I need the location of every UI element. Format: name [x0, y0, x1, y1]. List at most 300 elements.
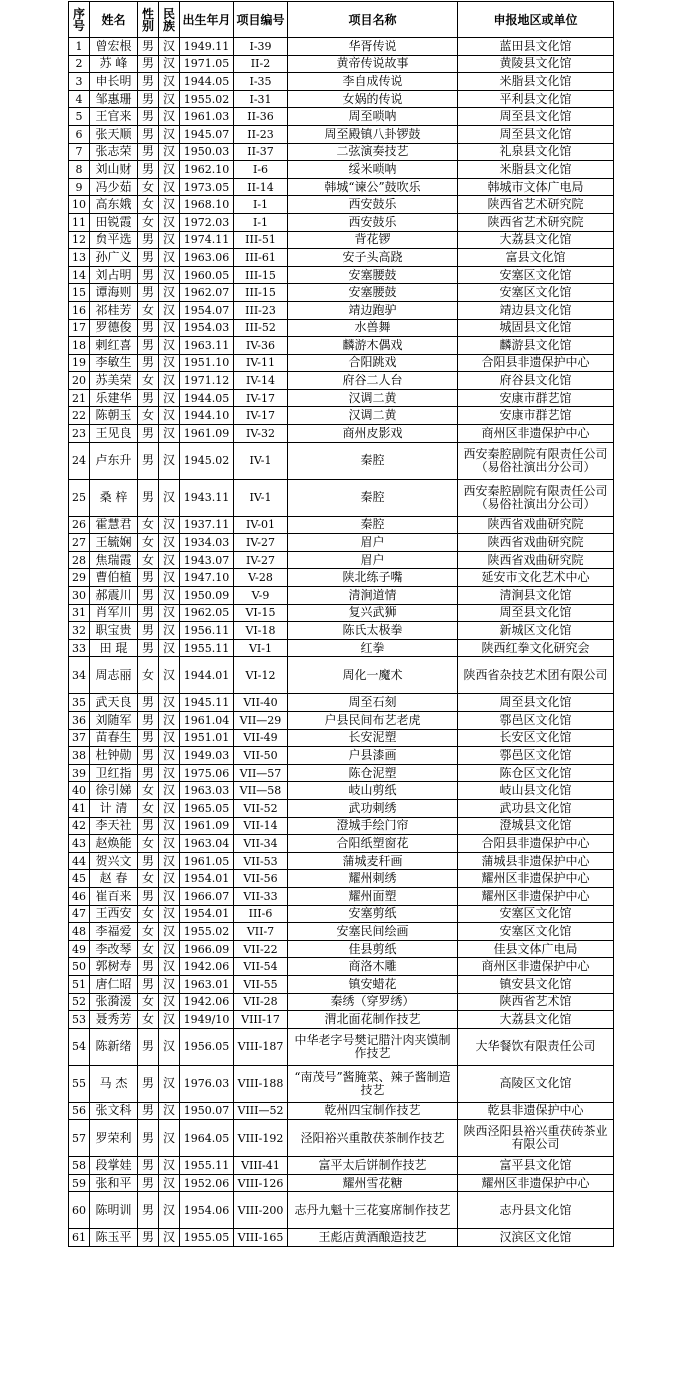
cell-applicant-unit: 周至县文化馆 [458, 108, 614, 126]
cell-gender: 女 [138, 372, 159, 390]
cell-ethnicity: 汉 [159, 993, 180, 1011]
cell-index: 2 [69, 55, 90, 73]
cell-index: 6 [69, 125, 90, 143]
table-row [69, 622, 614, 640]
cell-project-name: 富平太后饼制作技艺 [288, 1157, 458, 1175]
cell-ethnicity: 汉 [159, 108, 180, 126]
cell-gender: 女 [138, 657, 159, 694]
cell-project-name: 安塞民间绘画 [288, 923, 458, 941]
cell-applicant-unit: 安塞区文化馆 [458, 266, 614, 284]
cell-project-name: 泾阳裕兴重散茯茶制作技艺 [288, 1120, 458, 1157]
table-row [69, 442, 614, 479]
cell-name: 王西安 [90, 905, 138, 923]
cell-gender: 男 [138, 1028, 159, 1065]
cell-gender: 男 [138, 622, 159, 640]
table-row [69, 782, 614, 800]
table-row [69, 852, 614, 870]
cell-birth-date: 1962.10 [180, 161, 234, 179]
cell-project-name: 红拳 [288, 639, 458, 657]
cell-project-name: 秦腔 [288, 442, 458, 479]
cell-project-code: IV-1 [234, 479, 288, 516]
cell-gender: 男 [138, 569, 159, 587]
cell-gender: 男 [138, 587, 159, 605]
cell-birth-date: 1949.03 [180, 747, 234, 765]
cell-name: 卢东升 [90, 442, 138, 479]
cell-gender: 男 [138, 712, 159, 730]
cell-project-code: VII-14 [234, 817, 288, 835]
cell-project-name: 乾州四宝制作技艺 [288, 1102, 458, 1120]
cell-birth-date: 1951.01 [180, 729, 234, 747]
cell-ethnicity: 汉 [159, 1174, 180, 1192]
cell-gender: 女 [138, 551, 159, 569]
cell-name: 田 琨 [90, 639, 138, 657]
table-row [69, 38, 614, 56]
cell-birth-date: 1974.11 [180, 231, 234, 249]
cell-project-name: 府谷二人台 [288, 372, 458, 390]
cell-applicant-unit: 安塞区文化馆 [458, 284, 614, 302]
cell-project-name: 绥米唢呐 [288, 161, 458, 179]
cell-project-code: III-23 [234, 301, 288, 319]
cell-ethnicity: 汉 [159, 1011, 180, 1029]
cell-birth-date: 1975.06 [180, 764, 234, 782]
cell-applicant-unit: 合阳县非遗保护中心 [458, 354, 614, 372]
cell-project-code: III-51 [234, 231, 288, 249]
cell-gender: 男 [138, 143, 159, 161]
cell-project-code: IV-14 [234, 372, 288, 390]
cell-project-code: VIII-188 [234, 1065, 288, 1102]
cell-index: 57 [69, 1120, 90, 1157]
cell-project-name: 安塞腰鼓 [288, 266, 458, 284]
cell-index: 37 [69, 729, 90, 747]
cell-gender: 女 [138, 870, 159, 888]
cell-applicant-unit: 陕西省戏曲研究院 [458, 534, 614, 552]
cell-gender: 男 [138, 817, 159, 835]
cell-ethnicity: 汉 [159, 1028, 180, 1065]
cell-gender: 男 [138, 73, 159, 91]
cell-ethnicity: 汉 [159, 694, 180, 712]
cell-applicant-unit: 陕西红拳文化研究会 [458, 639, 614, 657]
cell-ethnicity: 汉 [159, 337, 180, 355]
cell-project-code: I-6 [234, 161, 288, 179]
cell-project-name: 黄帝传说故事 [288, 55, 458, 73]
cell-project-code: VIII-17 [234, 1011, 288, 1029]
cell-index: 22 [69, 407, 90, 425]
cell-project-code: IV-27 [234, 551, 288, 569]
cell-project-name: 华胥传说 [288, 38, 458, 56]
cell-index: 23 [69, 425, 90, 443]
cell-index: 4 [69, 90, 90, 108]
cell-applicant-unit: 耀州区非遗保护中心 [458, 887, 614, 905]
cell-gender: 男 [138, 337, 159, 355]
cell-index: 3 [69, 73, 90, 91]
cell-index: 32 [69, 622, 90, 640]
cell-index: 50 [69, 958, 90, 976]
cell-ethnicity: 汉 [159, 249, 180, 267]
cell-project-name: 武功刺绣 [288, 799, 458, 817]
cell-gender: 男 [138, 55, 159, 73]
cell-applicant-unit: 陕西省艺术馆 [458, 993, 614, 1011]
cell-gender: 男 [138, 231, 159, 249]
cell-project-name: 周至唢呐 [288, 108, 458, 126]
table-row [69, 319, 614, 337]
cell-index: 54 [69, 1028, 90, 1065]
cell-applicant-unit: 大荔县文化馆 [458, 231, 614, 249]
cell-project-name: 耀州雪花糖 [288, 1174, 458, 1192]
table-row [69, 993, 614, 1011]
cell-name: 冯少茹 [90, 178, 138, 196]
cell-birth-date: 1955.02 [180, 923, 234, 941]
cell-project-code: VII-34 [234, 835, 288, 853]
cell-birth-date: 1971.05 [180, 55, 234, 73]
cell-index: 11 [69, 213, 90, 231]
cell-applicant-unit: 陕西省戏曲研究院 [458, 516, 614, 534]
cell-project-code: I-31 [234, 90, 288, 108]
table-row [69, 1011, 614, 1029]
table-row [69, 835, 614, 853]
cell-birth-date: 1964.05 [180, 1120, 234, 1157]
cell-project-name: 渭北面花制作技艺 [288, 1011, 458, 1029]
cell-applicant-unit: 清涧县文化馆 [458, 587, 614, 605]
cell-project-name: 李自成传说 [288, 73, 458, 91]
cell-name: 赵 春 [90, 870, 138, 888]
cell-index: 8 [69, 161, 90, 179]
cell-index: 40 [69, 782, 90, 800]
cell-project-code: II-14 [234, 178, 288, 196]
cell-index: 42 [69, 817, 90, 835]
cell-ethnicity: 汉 [159, 372, 180, 390]
table-row [69, 407, 614, 425]
cell-birth-date: 1945.11 [180, 694, 234, 712]
cell-birth-date: 1943.11 [180, 479, 234, 516]
cell-applicant-unit: 大华餐饮有限责任公司 [458, 1028, 614, 1065]
cell-gender: 女 [138, 799, 159, 817]
cell-ethnicity: 汉 [159, 569, 180, 587]
heritage-inheritors-table-document [68, 1, 614, 1247]
cell-applicant-unit: 富县文化馆 [458, 249, 614, 267]
cell-name: 郝震川 [90, 587, 138, 605]
cell-project-name: 耀州面塑 [288, 887, 458, 905]
table-row [69, 516, 614, 534]
cell-project-code: VII-56 [234, 870, 288, 888]
cell-ethnicity: 汉 [159, 266, 180, 284]
table-row [69, 799, 614, 817]
cell-ethnicity: 汉 [159, 799, 180, 817]
cell-gender: 男 [138, 1157, 159, 1175]
cell-birth-date: 1944.10 [180, 407, 234, 425]
cell-project-name: 背花锣 [288, 231, 458, 249]
cell-index: 45 [69, 870, 90, 888]
cell-project-name: 二弦演奏技艺 [288, 143, 458, 161]
cell-ethnicity: 汉 [159, 604, 180, 622]
cell-gender: 男 [138, 354, 159, 372]
cell-birth-date: 1972.03 [180, 213, 234, 231]
cell-name: 武天良 [90, 694, 138, 712]
cell-gender: 男 [138, 1102, 159, 1120]
cell-birth-date: 1961.09 [180, 425, 234, 443]
cell-project-code: I-1 [234, 213, 288, 231]
cell-ethnicity: 汉 [159, 712, 180, 730]
cell-project-name: 周化一魔术 [288, 657, 458, 694]
cell-birth-date: 1963.06 [180, 249, 234, 267]
cell-birth-date: 1950.09 [180, 587, 234, 605]
table-row [69, 975, 614, 993]
cell-project-name: 眉户 [288, 534, 458, 552]
cell-ethnicity: 汉 [159, 905, 180, 923]
cell-ethnicity: 汉 [159, 143, 180, 161]
cell-birth-date: 1951.10 [180, 354, 234, 372]
cell-applicant-unit: 米脂县文化馆 [458, 73, 614, 91]
table-row [69, 178, 614, 196]
table-row [69, 569, 614, 587]
table-row [69, 817, 614, 835]
cell-index: 60 [69, 1192, 90, 1229]
cell-birth-date: 1945.07 [180, 125, 234, 143]
cell-name: 王官来 [90, 108, 138, 126]
cell-index: 33 [69, 639, 90, 657]
cell-gender: 男 [138, 479, 159, 516]
table-row [69, 354, 614, 372]
cell-project-name: 汉调二黄 [288, 389, 458, 407]
cell-gender: 男 [138, 266, 159, 284]
cell-ethnicity: 汉 [159, 389, 180, 407]
cell-name: 苏 峰 [90, 55, 138, 73]
cell-index: 49 [69, 940, 90, 958]
cell-project-name: 水兽舞 [288, 319, 458, 337]
cell-project-code: IV-11 [234, 354, 288, 372]
cell-birth-date: 1945.02 [180, 442, 234, 479]
cell-name: 张天顺 [90, 125, 138, 143]
cell-project-name: 陈仓泥塑 [288, 764, 458, 782]
cell-project-code: VII—58 [234, 782, 288, 800]
cell-gender: 女 [138, 516, 159, 534]
cell-project-name: 眉户 [288, 551, 458, 569]
cell-name: 李福爱 [90, 923, 138, 941]
cell-birth-date: 1954.01 [180, 870, 234, 888]
cell-name: 张漪湲 [90, 993, 138, 1011]
cell-project-name: 户县漆画 [288, 747, 458, 765]
cell-gender: 男 [138, 442, 159, 479]
cell-applicant-unit: 岐山县文化馆 [458, 782, 614, 800]
cell-project-name: 安塞剪纸 [288, 905, 458, 923]
table-row [69, 657, 614, 694]
cell-applicant-unit: 新城区文化馆 [458, 622, 614, 640]
cell-name: 陈新绪 [90, 1028, 138, 1065]
cell-applicant-unit: 蒲城县非遗保护中心 [458, 852, 614, 870]
cell-project-name: “南茂号”酱腌菜、辣子酱制造技艺 [288, 1065, 458, 1102]
cell-project-code: III-52 [234, 319, 288, 337]
table-row [69, 747, 614, 765]
cell-project-code: VII—57 [234, 764, 288, 782]
cell-name: 邹惠珊 [90, 90, 138, 108]
cell-birth-date: 1955.11 [180, 639, 234, 657]
cell-gender: 女 [138, 301, 159, 319]
table-row [69, 604, 614, 622]
cell-index: 48 [69, 923, 90, 941]
cell-gender: 男 [138, 975, 159, 993]
table-row [69, 1157, 614, 1175]
cell-birth-date: 1966.07 [180, 887, 234, 905]
cell-birth-date: 1944.01 [180, 657, 234, 694]
table-row [69, 425, 614, 443]
table-row [69, 870, 614, 888]
cell-name: 徐引娣 [90, 782, 138, 800]
cell-index: 29 [69, 569, 90, 587]
inheritors-table [68, 1, 614, 1247]
cell-index: 38 [69, 747, 90, 765]
cell-ethnicity: 汉 [159, 55, 180, 73]
cell-name: 剌红喜 [90, 337, 138, 355]
cell-project-code: VIII-126 [234, 1174, 288, 1192]
cell-name: 计 清 [90, 799, 138, 817]
cell-applicant-unit: 鄠邑区文化馆 [458, 747, 614, 765]
cell-ethnicity: 汉 [159, 940, 180, 958]
cell-name: 李改琴 [90, 940, 138, 958]
cell-name: 刘随军 [90, 712, 138, 730]
cell-birth-date: 1968.10 [180, 196, 234, 214]
cell-project-code: VIII-187 [234, 1028, 288, 1065]
cell-gender: 女 [138, 993, 159, 1011]
cell-project-code: V-9 [234, 587, 288, 605]
cell-name: 段掌娃 [90, 1157, 138, 1175]
cell-project-name: 陈氏太极拳 [288, 622, 458, 640]
cell-gender: 女 [138, 1011, 159, 1029]
cell-applicant-unit: 陕西省艺术研究院 [458, 213, 614, 231]
cell-applicant-unit: 蓝田县文化馆 [458, 38, 614, 56]
table-row [69, 55, 614, 73]
cell-birth-date: 1937.11 [180, 516, 234, 534]
table-header-row [69, 2, 614, 38]
cell-project-code: III-61 [234, 249, 288, 267]
cell-applicant-unit: 城固县文化馆 [458, 319, 614, 337]
cell-birth-date: 1944.05 [180, 389, 234, 407]
cell-project-name: 王彪店黄酒酿造技艺 [288, 1229, 458, 1247]
table-row [69, 90, 614, 108]
cell-applicant-unit: 陈仓区文化馆 [458, 764, 614, 782]
cell-gender: 男 [138, 729, 159, 747]
cell-name: 聂秀芳 [90, 1011, 138, 1029]
cell-name: 焦瑞霞 [90, 551, 138, 569]
cell-ethnicity: 汉 [159, 852, 180, 870]
cell-name: 曾宏根 [90, 38, 138, 56]
cell-name: 乐建华 [90, 389, 138, 407]
table-row [69, 161, 614, 179]
table-row [69, 940, 614, 958]
cell-project-name: 汉调二黄 [288, 407, 458, 425]
cell-name: 田锐霞 [90, 213, 138, 231]
cell-project-name: 秦腔 [288, 479, 458, 516]
cell-applicant-unit: 高陵区文化馆 [458, 1065, 614, 1102]
cell-project-code: I-35 [234, 73, 288, 91]
cell-ethnicity: 汉 [159, 1102, 180, 1120]
cell-ethnicity: 汉 [159, 178, 180, 196]
cell-index: 36 [69, 712, 90, 730]
cell-project-code: VII-53 [234, 852, 288, 870]
header-name: 姓名 [90, 2, 138, 38]
cell-birth-date: 1954.01 [180, 905, 234, 923]
cell-ethnicity: 汉 [159, 1065, 180, 1102]
cell-project-code: VII-49 [234, 729, 288, 747]
cell-project-code: IV-01 [234, 516, 288, 534]
cell-applicant-unit: 安康市群艺馆 [458, 407, 614, 425]
cell-birth-date: 1963.03 [180, 782, 234, 800]
cell-index: 14 [69, 266, 90, 284]
cell-index: 59 [69, 1174, 90, 1192]
cell-project-code: VII-54 [234, 958, 288, 976]
cell-project-name: 安塞腰鼓 [288, 284, 458, 302]
cell-index: 41 [69, 799, 90, 817]
cell-name: 孙广义 [90, 249, 138, 267]
cell-applicant-unit: 平利县文化馆 [458, 90, 614, 108]
cell-ethnicity: 汉 [159, 319, 180, 337]
cell-birth-date: 1934.03 [180, 534, 234, 552]
cell-birth-date: 1949/10 [180, 1011, 234, 1029]
cell-ethnicity: 汉 [159, 1229, 180, 1247]
cell-gender: 男 [138, 887, 159, 905]
cell-index: 55 [69, 1065, 90, 1102]
cell-project-name: 商州皮影戏 [288, 425, 458, 443]
cell-project-name: 秦腔 [288, 516, 458, 534]
cell-index: 35 [69, 694, 90, 712]
cell-index: 7 [69, 143, 90, 161]
cell-index: 26 [69, 516, 90, 534]
cell-ethnicity: 汉 [159, 125, 180, 143]
cell-ethnicity: 汉 [159, 1192, 180, 1229]
cell-ethnicity: 汉 [159, 551, 180, 569]
cell-applicant-unit: 周至县文化馆 [458, 125, 614, 143]
table-row [69, 337, 614, 355]
cell-ethnicity: 汉 [159, 161, 180, 179]
cell-applicant-unit: 镇安县文化馆 [458, 975, 614, 993]
table-row [69, 694, 614, 712]
cell-applicant-unit: 黄陵县文化馆 [458, 55, 614, 73]
cell-name: 陈玉平 [90, 1229, 138, 1247]
cell-name: 赵焕能 [90, 835, 138, 853]
cell-project-code: VIII-192 [234, 1120, 288, 1157]
cell-name: 张志荣 [90, 143, 138, 161]
cell-name: 张文科 [90, 1102, 138, 1120]
cell-gender: 男 [138, 1120, 159, 1157]
cell-birth-date: 1954.07 [180, 301, 234, 319]
cell-name: 苏美荣 [90, 372, 138, 390]
table-row [69, 125, 614, 143]
cell-name: 周志丽 [90, 657, 138, 694]
cell-project-name: 商洛木雕 [288, 958, 458, 976]
cell-project-name: 耀州刺绣 [288, 870, 458, 888]
cell-name: 李敏生 [90, 354, 138, 372]
cell-name: 祁桂芳 [90, 301, 138, 319]
cell-applicant-unit: 耀州区非遗保护中心 [458, 870, 614, 888]
cell-gender: 男 [138, 764, 159, 782]
cell-project-code: IV-27 [234, 534, 288, 552]
cell-project-code: IV-1 [234, 442, 288, 479]
cell-index: 47 [69, 905, 90, 923]
table-row [69, 1174, 614, 1192]
cell-applicant-unit: 商州区非遗保护中心 [458, 958, 614, 976]
table-row [69, 712, 614, 730]
cell-applicant-unit: 安康市群艺馆 [458, 389, 614, 407]
cell-index: 24 [69, 442, 90, 479]
cell-project-name: 秦绣（穿罗绣） [288, 993, 458, 1011]
cell-name: 张和平 [90, 1174, 138, 1192]
cell-ethnicity: 汉 [159, 870, 180, 888]
cell-gender: 男 [138, 425, 159, 443]
cell-name: 职宝贵 [90, 622, 138, 640]
cell-ethnicity: 汉 [159, 425, 180, 443]
cell-applicant-unit: 陕西省艺术研究院 [458, 196, 614, 214]
cell-applicant-unit: 礼泉县文化馆 [458, 143, 614, 161]
cell-ethnicity: 汉 [159, 1120, 180, 1157]
cell-birth-date: 1949.11 [180, 38, 234, 56]
